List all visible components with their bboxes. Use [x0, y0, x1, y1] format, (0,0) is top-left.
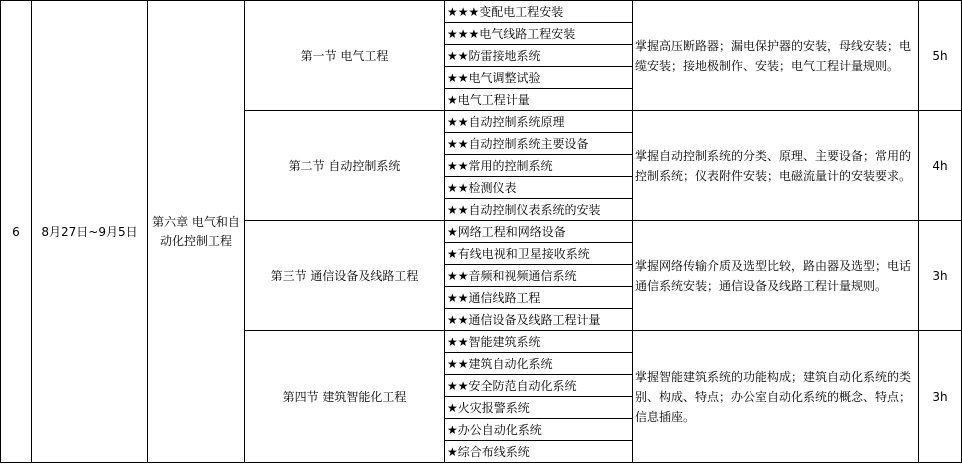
topic-item: ★★通信设备及线路工程计量 — [445, 309, 633, 331]
date-range-cell: 8月27日~9月5日 — [32, 1, 148, 463]
topic-item: ★★常用的控制系统 — [445, 155, 633, 177]
table-row — [1, 1, 962, 23]
topic-item: ★★★电气线路工程安装 — [445, 23, 633, 45]
topic-item: ★★检测仪表 — [445, 177, 633, 199]
topic-item: ★★自动控制系统主要设备 — [445, 133, 633, 155]
topic-item: ★★建筑自动化系统 — [445, 353, 633, 375]
topic-item: ★火灾报警系统 — [445, 397, 633, 419]
topic-item: ★网络工程和网络设备 — [445, 221, 633, 243]
topic-item: ★★安全防范自动化系统 — [445, 375, 633, 397]
chapter-cell: 第六章 电气和自动化控制工程 — [148, 1, 245, 463]
section-title: 第一节 电气工程 — [245, 1, 445, 111]
section-title: 第四节 建筑智能化工程 — [245, 331, 445, 463]
learning-goal: 掌握自动控制系统的分类、原理、主要设备；常用的控制系统；仪表附件安装；电磁流量计的安装要求。 — [633, 111, 919, 221]
topic-item: ★★自动控制仪表系统的安装 — [445, 199, 633, 221]
hours-cell: 5h — [919, 1, 962, 111]
learning-goal: 掌握网络传输介质及选型比较，路由器及选型；电话通信系统安装；通信设备及线路工程计量规则。 — [633, 221, 919, 331]
topic-item: ★综合布线系统 — [445, 441, 633, 463]
topic-item: ★★防雷接地系统 — [445, 45, 633, 67]
topic-item: ★有线电视和卫星接收系统 — [445, 243, 633, 265]
row-number-cell: 6 — [1, 1, 32, 463]
learning-goal: 掌握高压断路器；漏电保护器的安装，母线安装；电缆安装；接地极制作、安装；电气工程计量规则。 — [633, 1, 919, 111]
topic-item: ★电气工程计量 — [445, 89, 633, 111]
topic-item: ★★通信线路工程 — [445, 287, 633, 309]
section-title: 第二节 自动控制系统 — [245, 111, 445, 221]
learning-goal: 掌握智能建筑系统的功能构成；建筑自动化系统的类别、构成、特点；办公室自动化系统的概念、特点；信息插座。 — [633, 331, 919, 463]
topic-item: ★★音频和视频通信系统 — [445, 265, 633, 287]
hours-cell: 4h — [919, 111, 962, 221]
topic-item: ★办公自动化系统 — [445, 419, 633, 441]
hours-cell: 3h — [919, 331, 962, 463]
topic-item: ★★智能建筑系统 — [445, 331, 633, 353]
hours-cell: 3h — [919, 221, 962, 331]
topic-item: ★★★变配电工程安装 — [445, 1, 633, 23]
section-title: 第三节 通信设备及线路工程 — [245, 221, 445, 331]
topic-item: ★★电气调整试验 — [445, 67, 633, 89]
topic-item: ★★自动控制系统原理 — [445, 111, 633, 133]
